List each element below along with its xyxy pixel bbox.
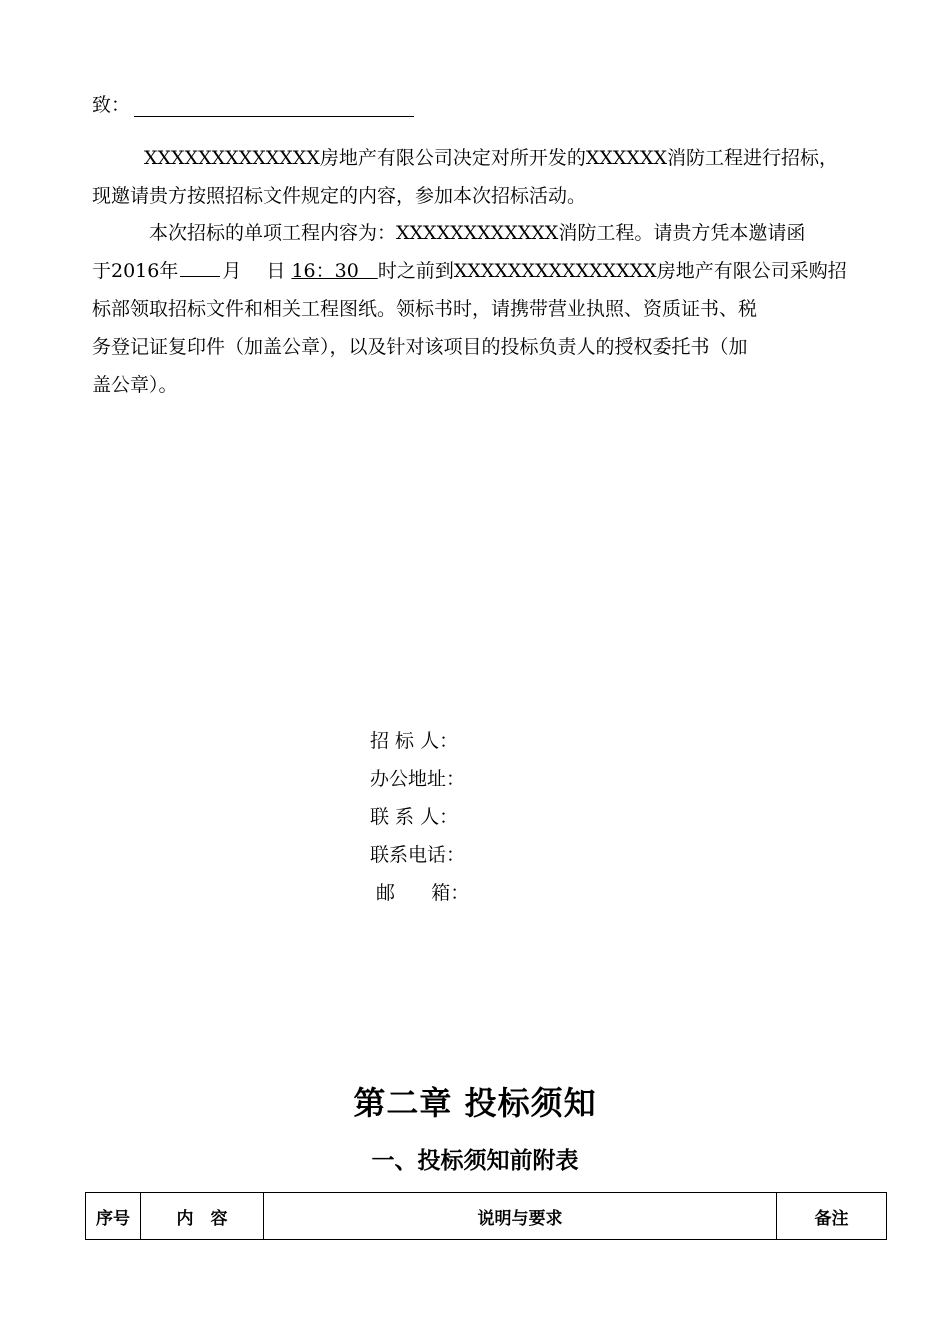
address-label: 办公地址： xyxy=(370,768,466,790)
p2-line-2-day: 月 日 xyxy=(222,260,286,282)
p2-line-1: 本次招标的单项工程内容为：XXXXXXXXXXXX消防工程。请贵方凭本邀请函 xyxy=(149,222,806,244)
tender-notice-table xyxy=(85,1192,887,1240)
signature-block xyxy=(370,722,469,912)
month-blank xyxy=(180,260,220,277)
p2-line-2-rest: 时之前到XXXXXXXXXXXXXXX房地产有限公司采购招 xyxy=(377,260,847,282)
p2-line-2-time: 16：30 xyxy=(291,260,378,282)
col-header-requirements: 说明与要求 xyxy=(264,1193,777,1240)
addressee-line xyxy=(92,90,414,117)
email-label: 邮 箱： xyxy=(370,882,470,904)
addressee-label: 致： xyxy=(92,94,131,116)
p1-line-1: XXXXXXXXXXXXX房地产有限公司决定对所开发的XXXXXX消防工程进行招标， xyxy=(144,147,839,169)
invitation-paragraph-2 xyxy=(92,214,884,404)
p2-line-3: 标部领取招标文件和相关工程图纸。领标书时，请携带营业执照、资质证书、税 xyxy=(92,298,758,320)
col-header-remarks: 备注 xyxy=(777,1193,887,1240)
invitation-paragraph-1 xyxy=(92,139,884,215)
col-header-content: 内 容 xyxy=(141,1193,264,1240)
p1-line-2: 现邀请贵方按照招标文件规定的内容，参加本次招标活动。 xyxy=(92,185,587,207)
p2-line-5: 盖公章）。 xyxy=(92,374,178,396)
phone-label: 联系电话： xyxy=(370,844,466,866)
contact-label: 联 系 人： xyxy=(370,806,459,828)
section-title: 一、投标须知前附表 xyxy=(371,1147,579,1174)
col-header-number: 序号 xyxy=(86,1193,141,1240)
p2-line-4: 务登记证复印件（加盖公章），以及针对该项目的投标负责人的授权委托书（加 xyxy=(92,336,748,358)
p2-line-2-date: 于2016年 xyxy=(92,260,179,282)
chapter-title: 第二章 投标须知 xyxy=(353,1084,597,1122)
addressee-blank xyxy=(134,98,414,117)
tenderer-label: 招 标 人： xyxy=(370,730,459,752)
table-header-row xyxy=(86,1193,887,1240)
